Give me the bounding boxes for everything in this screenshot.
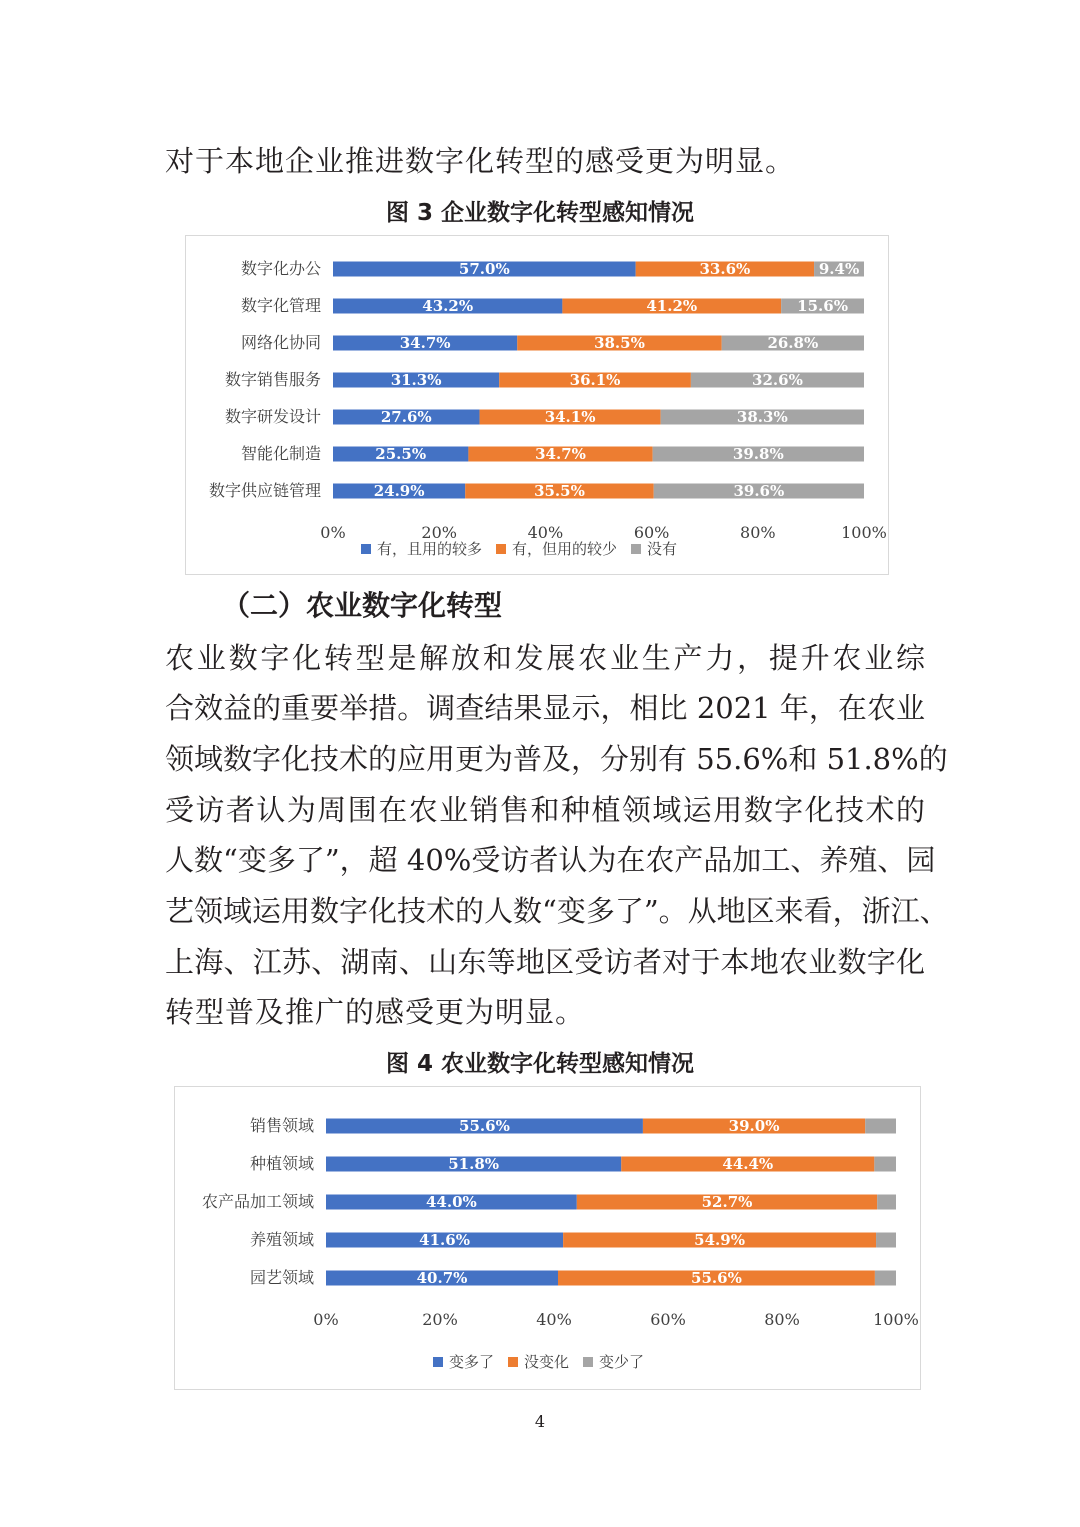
x-tick-label: 60% <box>633 523 670 542</box>
data-label: 32.6% <box>752 371 803 389</box>
data-label: 25.5% <box>375 445 427 463</box>
legend-label: 有，但用的较少 <box>512 540 618 558</box>
x-tick-label: 40% <box>527 523 564 542</box>
legend-label: 变多了 <box>449 1353 495 1371</box>
x-tick-label: 0% <box>320 523 346 542</box>
x-tick-label: 60% <box>650 1310 686 1329</box>
paragraph-line: 领域数字化技术的应用更为普及，分别有 55.6%和 51.8%的 <box>165 742 948 776</box>
legend-swatch <box>583 1357 593 1367</box>
page-number: 4 <box>534 1412 546 1431</box>
x-tick-label: 80% <box>740 523 776 542</box>
data-label: 34.7% <box>399 334 451 352</box>
legend-label: 有，且用的较多 <box>377 540 483 558</box>
data-label: 15.6% <box>797 297 848 315</box>
figure-3-chart-frame <box>185 235 889 575</box>
category-label: 园艺领域 <box>249 1268 314 1287</box>
data-label: 55.6% <box>459 1117 510 1135</box>
data-label: 34.7% <box>535 445 586 463</box>
figure-4-chart-frame <box>174 1086 921 1390</box>
data-label: 39.0% <box>728 1117 780 1135</box>
legend-swatch <box>631 544 641 554</box>
category-label: 网络化协同 <box>240 333 321 352</box>
x-tick-label: 100% <box>841 523 887 542</box>
data-label: 36.1% <box>569 371 621 389</box>
data-label: 26.8% <box>767 334 819 352</box>
data-label: 38.5% <box>594 334 645 352</box>
legend-swatch <box>496 544 506 554</box>
bar-segment <box>876 1233 896 1248</box>
figure-4-chart <box>175 1087 920 1389</box>
data-label: 39.6% <box>733 482 785 500</box>
bar-segment <box>875 1271 896 1286</box>
data-label: 35.5% <box>534 482 585 500</box>
bar-segment <box>877 1195 896 1210</box>
figure-3-title: 图 3 企业数字化转型感知情况 <box>385 200 695 226</box>
paragraph-line: 转型普及推广的感受更为明显。 <box>165 995 586 1029</box>
category-label: 种植领域 <box>249 1154 314 1173</box>
paragraph-line: 艺领域运用数字化技术的人数“变多了”。从地区来看，浙江、 <box>165 894 949 928</box>
legend-swatch <box>361 544 371 554</box>
legend-label: 没有 <box>647 540 678 558</box>
category-label: 数字化办公 <box>240 259 321 278</box>
data-label: 40.7% <box>416 1269 468 1287</box>
x-tick-label: 20% <box>421 523 457 542</box>
x-tick-label: 0% <box>313 1310 339 1329</box>
category-label: 养殖领域 <box>249 1230 314 1249</box>
data-label: 39.8% <box>732 445 784 463</box>
legend-label: 没变化 <box>524 1353 570 1371</box>
paragraph-line: 对于本地企业推进数字化转型的感受更为明显。 <box>165 144 796 178</box>
x-tick-label: 100% <box>873 1310 919 1329</box>
data-label: 27.6% <box>380 408 432 426</box>
bar-segment <box>874 1157 896 1172</box>
data-label: 51.8% <box>448 1155 500 1173</box>
data-label: 33.6% <box>699 260 751 278</box>
data-label: 44.4% <box>722 1155 774 1173</box>
bar-segment <box>865 1119 896 1134</box>
category-label: 数字研发设计 <box>224 407 321 426</box>
legend-swatch <box>433 1357 443 1367</box>
category-label: 数字销售服务 <box>224 370 321 389</box>
data-label: 31.3% <box>390 371 442 389</box>
x-tick-label: 20% <box>422 1310 458 1329</box>
data-label: 54.9% <box>694 1231 745 1249</box>
data-label: 43.2% <box>422 297 474 315</box>
data-label: 24.9% <box>373 482 425 500</box>
paragraph-line: 合效益的重要举措。调查结果显示，相比 2021 年，在农业 <box>165 691 925 725</box>
paragraph-line: 农业数字化转型是解放和发展农业生产力，提升农业综 <box>165 641 925 675</box>
category-label: 数字化管理 <box>240 296 321 315</box>
data-label: 55.6% <box>691 1269 742 1287</box>
data-label: 52.7% <box>701 1193 753 1211</box>
data-label: 9.4% <box>818 260 860 278</box>
category-label: 农产品加工领域 <box>201 1192 314 1211</box>
x-tick-label: 40% <box>536 1310 572 1329</box>
category-label: 智能化制造 <box>240 444 321 463</box>
figure-4-title: 图 4 农业数字化转型感知情况 <box>385 1051 695 1077</box>
data-label: 38.3% <box>736 408 788 426</box>
data-label: 57.0% <box>458 260 510 278</box>
paragraph-line: 受访者认为周围在农业销售和种植领域运用数字化技术的 <box>165 793 925 827</box>
legend-swatch <box>508 1357 518 1367</box>
paragraph-line: 上海、江苏、湖南、山东等地区受访者对于本地农业数字化 <box>165 945 925 979</box>
paragraph-line: 人数“变多了”，超 40%受访者认为在农产品加工、养殖、园 <box>165 843 936 877</box>
category-label: 销售领域 <box>249 1116 314 1135</box>
section-heading: （二）农业数字化转型 <box>222 589 503 622</box>
data-label: 41.6% <box>419 1231 470 1249</box>
x-tick-label: 80% <box>764 1310 800 1329</box>
data-label: 41.2% <box>646 297 698 315</box>
figure-3-chart <box>186 236 888 574</box>
legend-label: 变少了 <box>599 1353 645 1371</box>
category-label: 数字供应链管理 <box>208 481 321 500</box>
data-label: 44.0% <box>426 1193 477 1211</box>
data-label: 34.1% <box>544 408 596 426</box>
